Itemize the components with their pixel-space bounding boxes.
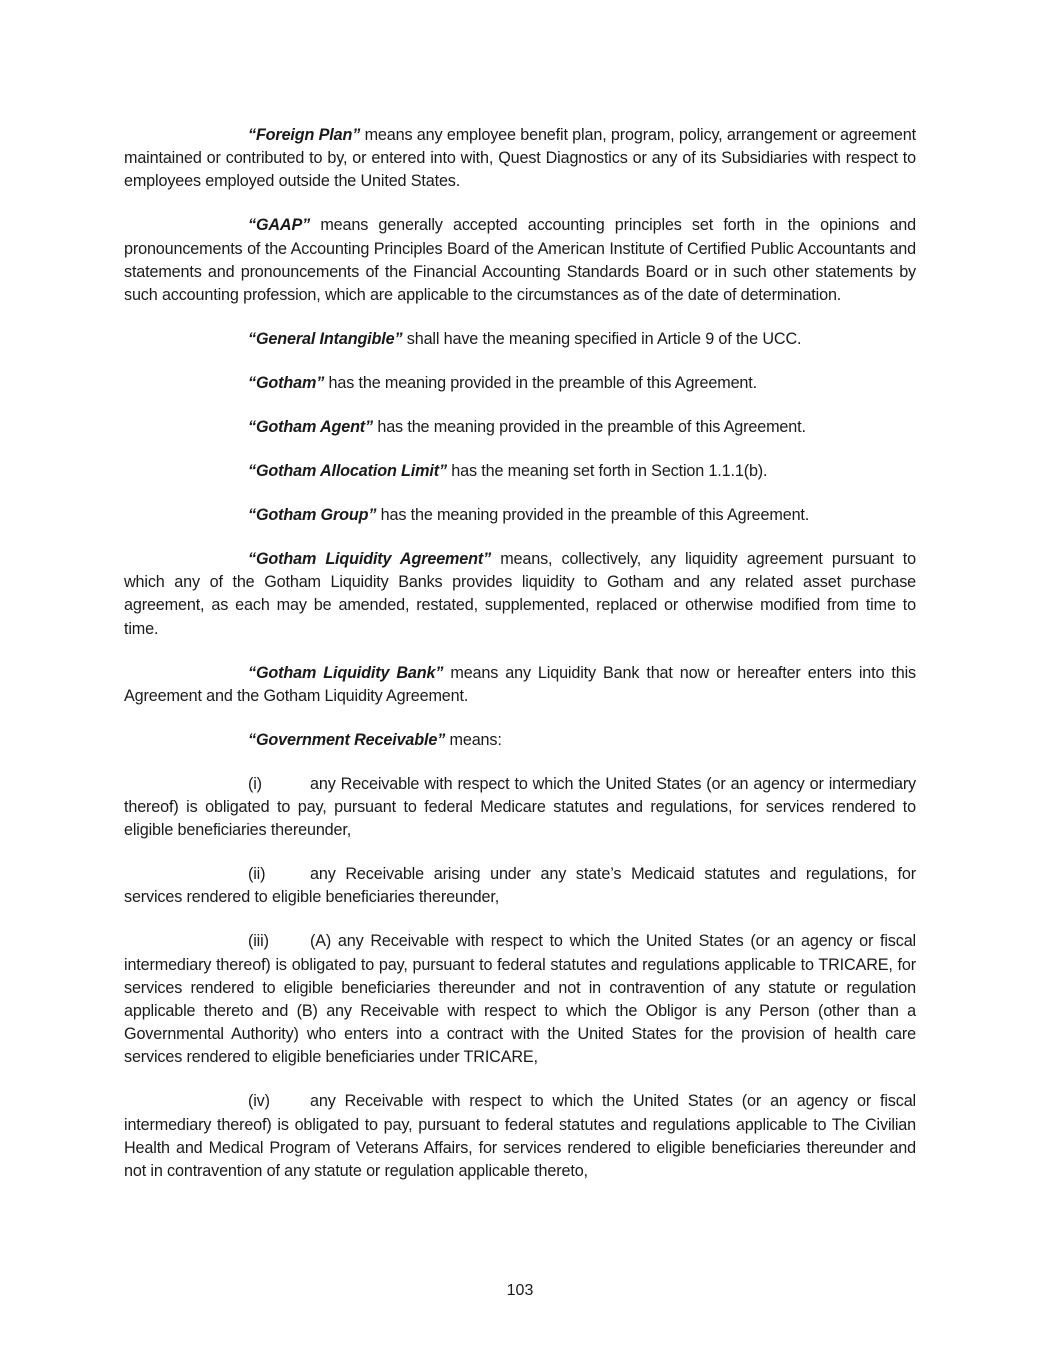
- item-text: any Receivable with respect to which the United States (or an agency or fiscal intermediary thereof) is obligated to pay, pursuant to federal statutes and regulations applicable to The Civilian Health and Medical Program of Veterans Affairs, for services rendered to eligible beneficiaries thereunder and not in contravention of any statute or regulation applicable thereto,: [124, 1092, 916, 1181]
- defined-term: “Government Receivable”: [248, 730, 446, 749]
- document-page: [124, 124, 916, 1204]
- defined-term: “GAAP”: [248, 216, 311, 235]
- defined-term: “Gotham Liquidity Agreement”: [248, 550, 492, 569]
- definition-gotham: [124, 372, 916, 395]
- definition-text: means, collectively, any liquidity agreement pursuant to which any of the Gotham Liquidity Banks provides liquidity to Gotham and any related asset purchase agreement, as each may be amended, restated, supplemented, replaced or otherwise modified from time to time.: [124, 550, 917, 638]
- defined-term: “Gotham Agent”: [248, 418, 373, 437]
- definition-gotham-liquidity-agreement: [124, 548, 916, 641]
- definition-gotham-liquidity-bank: [124, 662, 916, 708]
- definition-text: has the meaning set forth in Section 1.1.1(b).: [446, 462, 768, 481]
- list-item-i: [124, 773, 916, 843]
- defined-term: “Foreign Plan”: [248, 126, 361, 144]
- item-number: (ii): [248, 865, 266, 884]
- item-text: (A) any Receivable with respect to which the United States (or an agency or fiscal intermediary thereof) is obligated to pay, pursuant to federal statutes and regulations applicable to TRICARE, for services rendered to eligible beneficiaries thereunder and not in contravention of any statute or regulation applicable thereto and (B) any Receivable with respect to which the Obligor is any Person (other than a Governmental Authority) who enters into a contract with the United States for the provision of health care services rendered to eligible beneficiaries under TRICARE,: [124, 932, 916, 1067]
- item-text: any Receivable with respect to which the United States (or an agency or intermediary thereof) is obligated to pay, pursuant to federal Medicare statutes and regulations, for services rendered to eligible beneficiaries thereunder,: [124, 774, 916, 840]
- definition-text: means generally accepted accounting principles set forth in the opinions and pronouncements of the Accounting Principles Board of the American Institute of Certified Public Accountants and statements and pronouncements of the Financial Accounting Standards Board or in such other statements by such accounting profession, which are applicable to the circumstances as of the date of determination.: [124, 216, 916, 305]
- definition-gotham-group: [124, 504, 916, 527]
- item-number: (iv): [248, 1092, 270, 1111]
- list-item-iii: [124, 930, 916, 1069]
- definition-gaap: [124, 214, 916, 307]
- definition-foreign-plan: [124, 124, 916, 194]
- item-number: (iii): [248, 932, 269, 951]
- defined-term: “Gotham Allocation Limit”: [248, 462, 447, 481]
- definition-text: shall have the meaning specified in Article 9 of the UCC.: [402, 330, 802, 349]
- definition-gotham-allocation-limit: [124, 460, 916, 483]
- definition-general-intangible: [124, 328, 916, 351]
- defined-term: “General Intangible”: [248, 330, 403, 349]
- item-text: any Receivable arising under any state’s Medicaid statutes and regulations, for services rendered to eligible beneficiaries thereunder,: [124, 865, 916, 907]
- definition-gotham-agent: [124, 416, 916, 439]
- item-number: (i): [248, 774, 262, 793]
- definition-government-receivable: [124, 729, 916, 752]
- page-number: 103: [506, 1282, 534, 1299]
- definition-text: means:: [445, 730, 502, 749]
- list-item-ii: [124, 863, 916, 909]
- definition-text: has the meaning provided in the preamble of this Agreement.: [373, 418, 806, 437]
- defined-term: “Gotham”: [248, 374, 325, 393]
- definition-text: means any Liquidity Bank that now or hereafter enters into this Agreement and the Gotham Liquidity Agreement.: [124, 663, 916, 705]
- list-item-iv: [124, 1090, 916, 1183]
- defined-term: “Gotham Liquidity Bank”: [248, 663, 444, 682]
- definition-text: has the meaning provided in the preamble of this Agreement.: [324, 374, 757, 393]
- definition-text: means any employee benefit plan, program, policy, arrangement or agreement maintained or contributed to by, or entered into with, Quest Diagnostics or any of its Subsidiaries with respect to employees employed outside the United States.: [124, 126, 916, 191]
- definition-text: has the meaning provided in the preamble of this Agreement.: [376, 506, 810, 525]
- defined-term: “Gotham Group”: [248, 506, 377, 525]
